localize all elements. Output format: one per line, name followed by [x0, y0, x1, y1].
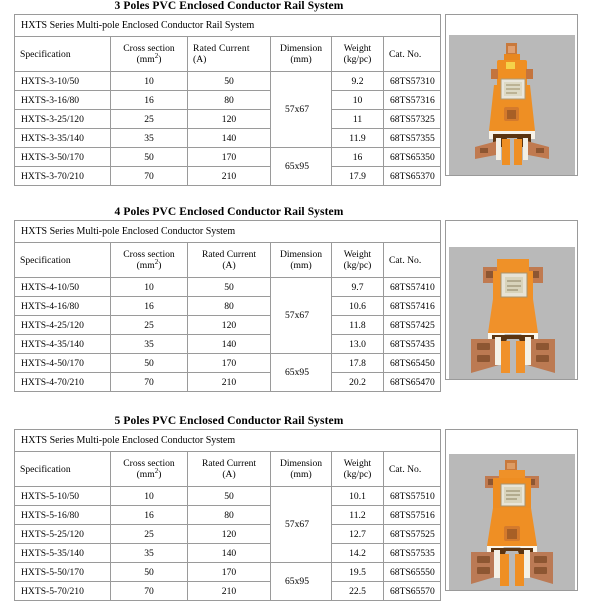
cell-weight: 14.2 — [332, 544, 384, 563]
section-title: 5 Poles PVC Enclosed Conductor Rail System — [114, 415, 344, 427]
table-row — [15, 544, 441, 563]
conductor-rail-collector-icon — [449, 247, 575, 379]
cell-cross-section: 16 — [111, 297, 188, 316]
table-row — [15, 582, 441, 601]
section-title: 3 Poles PVC Enclosed Conductor Rail System — [114, 0, 344, 12]
spec-table-4-poles — [14, 220, 441, 392]
table-row — [15, 525, 441, 544]
cell-specification: HXTS-4-35/140 — [15, 335, 111, 354]
cell-rated-current: 120 — [188, 525, 271, 544]
cell-cat-no: 68TS57525 — [384, 525, 441, 544]
product-section-3-poles — [0, 0, 600, 186]
cell-rated-current: 210 — [188, 582, 271, 601]
cell-dimension: 65x95 — [271, 148, 332, 186]
cell-weight: 17.8 — [332, 354, 384, 373]
cell-rated-current: 80 — [188, 297, 271, 316]
cell-specification: HXTS-5-70/210 — [15, 582, 111, 601]
cell-rated-current: 120 — [188, 316, 271, 335]
cell-cat-no: 68TS65370 — [384, 167, 441, 186]
table-banner-row — [15, 15, 441, 37]
cell-cross-section: 70 — [111, 373, 188, 392]
cell-specification: HXTS-5-35/140 — [15, 544, 111, 563]
cell-rated-current: 50 — [188, 278, 271, 297]
cell-rated-current: 170 — [188, 354, 271, 373]
table-row — [15, 335, 441, 354]
cell-specification: HXTS-3-25/120 — [15, 110, 111, 129]
table-row — [15, 91, 441, 110]
cell-cat-no: 68TS65570 — [384, 582, 441, 601]
cell-rated-current: 80 — [188, 91, 271, 110]
cell-cat-no: 68TS57425 — [384, 316, 441, 335]
cell-cat-no: 68TS57516 — [384, 506, 441, 525]
series-banner: HXTS Series Multi-pole Enclosed Conductor System — [15, 221, 441, 243]
table-row — [15, 110, 441, 129]
cell-rated-current: 140 — [188, 544, 271, 563]
cell-cat-no: 68TS57416 — [384, 297, 441, 316]
cell-cross-section: 50 — [111, 354, 188, 373]
cell-cross-section: 70 — [111, 582, 188, 601]
cell-dimension: 65x95 — [271, 354, 332, 392]
cell-weight: 13.0 — [332, 335, 384, 354]
table-row — [15, 129, 441, 148]
cell-cat-no: 68TS57316 — [384, 91, 441, 110]
conductor-rail-collector-icon — [449, 454, 575, 590]
cell-cat-no: 68TS57535 — [384, 544, 441, 563]
column-header-rated-current: Rated Current (A) — [188, 452, 271, 487]
table-row — [15, 354, 441, 373]
table-row — [15, 278, 441, 297]
cell-cat-no: 68TS57410 — [384, 278, 441, 297]
column-header-cat-no: Cat. No. — [384, 452, 441, 487]
cell-dimension: 57x67 — [271, 278, 332, 354]
cell-cross-section: 50 — [111, 563, 188, 582]
cell-cat-no: 68TS57310 — [384, 72, 441, 91]
column-header-specification: Specification — [15, 452, 111, 487]
cell-cross-section: 25 — [111, 316, 188, 335]
product-photo-4-poles — [449, 247, 575, 379]
column-header-rated-current: Rated Current (A) — [188, 243, 271, 278]
table-row — [15, 72, 441, 91]
table-and-photo-row — [14, 14, 578, 186]
cell-rated-current: 140 — [188, 335, 271, 354]
cell-cross-section: 25 — [111, 525, 188, 544]
cell-cross-section: 16 — [111, 91, 188, 110]
table-row — [15, 316, 441, 335]
cell-dimension: 57x67 — [271, 72, 332, 148]
column-header-weight: Weight (kg/pc) — [332, 243, 384, 278]
cell-specification: HXTS-3-70/210 — [15, 167, 111, 186]
cell-cross-section: 70 — [111, 167, 188, 186]
cell-weight: 11.9 — [332, 129, 384, 148]
column-header-weight: Weight (kg/pc) — [332, 452, 384, 487]
series-banner: HXTS Series Multi-pole Enclosed Conductor System — [15, 430, 441, 452]
cell-cross-section: 35 — [111, 544, 188, 563]
cell-specification: HXTS-4-25/120 — [15, 316, 111, 335]
cell-cross-section: 35 — [111, 335, 188, 354]
column-header-cross-section: Cross section $(mm^2)$ — [111, 243, 188, 278]
cell-weight: 20.2 — [332, 373, 384, 392]
table-header-row — [15, 37, 441, 72]
cell-weight: 17.9 — [332, 167, 384, 186]
column-header-specification: Specification — [15, 37, 111, 72]
table-row — [15, 373, 441, 392]
cell-rated-current: 170 — [188, 148, 271, 167]
table-row — [15, 563, 441, 582]
table-banner-row — [15, 430, 441, 452]
conductor-rail-collector-icon — [449, 35, 575, 175]
cell-rated-current: 210 — [188, 167, 271, 186]
cell-rated-current: 120 — [188, 110, 271, 129]
product-photo-cell — [445, 14, 578, 176]
cell-weight: 12.7 — [332, 525, 384, 544]
cell-cross-section: 35 — [111, 129, 188, 148]
product-photo-cell — [445, 429, 578, 591]
cell-specification: HXTS-5-16/80 — [15, 506, 111, 525]
table-and-photo-row — [14, 429, 578, 601]
column-header-weight: Weight (kg/pc) — [332, 37, 384, 72]
product-section-4-poles — [0, 206, 600, 392]
cell-cross-section: 50 — [111, 148, 188, 167]
product-photo-3-poles — [449, 35, 575, 175]
column-header-cross-section: Cross section $(mm^2)$ — [111, 37, 188, 72]
table-row — [15, 167, 441, 186]
cell-weight: 19.5 — [332, 563, 384, 582]
cell-weight: 22.5 — [332, 582, 384, 601]
cell-specification: HXTS-4-50/170 — [15, 354, 111, 373]
cell-cat-no: 68TS65470 — [384, 373, 441, 392]
cell-rated-current: 170 — [188, 563, 271, 582]
cell-weight: 9.7 — [332, 278, 384, 297]
table-header-row — [15, 452, 441, 487]
cell-cat-no: 68TS57435 — [384, 335, 441, 354]
cell-specification: HXTS-5-50/170 — [15, 563, 111, 582]
spec-table-5-poles — [14, 429, 441, 601]
table-row — [15, 506, 441, 525]
cell-cross-section: 16 — [111, 506, 188, 525]
cell-cross-section: 25 — [111, 110, 188, 129]
column-header-dimension: Dimension (mm) — [271, 452, 332, 487]
column-header-dimension: Dimension (mm) — [271, 243, 332, 278]
cell-cat-no: 68TS65550 — [384, 563, 441, 582]
column-header-cross-section: Cross section $(mm^2)$ — [111, 452, 188, 487]
cell-cat-no: 68TS57355 — [384, 129, 441, 148]
cell-specification: HXTS-4-70/210 — [15, 373, 111, 392]
cell-rated-current: 80 — [188, 506, 271, 525]
table-row — [15, 297, 441, 316]
cell-rated-current: 210 — [188, 373, 271, 392]
cell-weight: 16 — [332, 148, 384, 167]
cell-cross-section: 10 — [111, 278, 188, 297]
column-header-dimension: Dimension (mm) — [271, 37, 332, 72]
cell-rated-current: 50 — [188, 72, 271, 91]
cell-weight: 10 — [332, 91, 384, 110]
product-section-5-poles — [0, 415, 600, 601]
cell-weight: 11 — [332, 110, 384, 129]
cell-cat-no: 68TS57325 — [384, 110, 441, 129]
product-photo-5-poles — [449, 454, 575, 590]
product-photo-cell — [445, 220, 578, 380]
cell-specification: HXTS-5-25/120 — [15, 525, 111, 544]
table-row — [15, 148, 441, 167]
cell-cross-section: 10 — [111, 72, 188, 91]
column-header-cat-no: Cat. No. — [384, 243, 441, 278]
cell-specification: HXTS-3-10/50 — [15, 72, 111, 91]
cell-specification: HXTS-3-50/170 — [15, 148, 111, 167]
cell-weight: 9.2 — [332, 72, 384, 91]
cell-rated-current: 50 — [188, 487, 271, 506]
cell-dimension: 57x67 — [271, 487, 332, 563]
table-banner-row — [15, 221, 441, 243]
cell-dimension: 65x95 — [271, 563, 332, 601]
cell-cat-no: 68TS65350 — [384, 148, 441, 167]
section-title: 4 Poles PVC Enclosed Conductor Rail System — [114, 206, 344, 218]
column-header-specification: Specification — [15, 243, 111, 278]
cell-specification: HXTS-5-10/50 — [15, 487, 111, 506]
column-header-cat-no: Cat. No. — [384, 37, 441, 72]
table-row — [15, 487, 441, 506]
cell-specification: HXTS-4-10/50 — [15, 278, 111, 297]
cell-cat-no: 68TS65450 — [384, 354, 441, 373]
cell-specification: HXTS-3-16/80 — [15, 91, 111, 110]
cell-weight: 10.1 — [332, 487, 384, 506]
cell-specification: HXTS-4-16/80 — [15, 297, 111, 316]
cell-weight: 10.6 — [332, 297, 384, 316]
cell-rated-current: 140 — [188, 129, 271, 148]
cell-cross-section: 10 — [111, 487, 188, 506]
series-banner: HXTS Series Multi-pole Enclosed Conductor Rail System — [15, 15, 441, 37]
table-and-photo-row — [14, 220, 578, 392]
cell-specification: HXTS-3-35/140 — [15, 129, 111, 148]
column-header-rated-current: Rated Current (A) — [188, 37, 271, 72]
cell-weight: 11.8 — [332, 316, 384, 335]
spec-table-3-poles — [14, 14, 441, 186]
table-header-row — [15, 243, 441, 278]
cell-cat-no: 68TS57510 — [384, 487, 441, 506]
cell-weight: 11.2 — [332, 506, 384, 525]
